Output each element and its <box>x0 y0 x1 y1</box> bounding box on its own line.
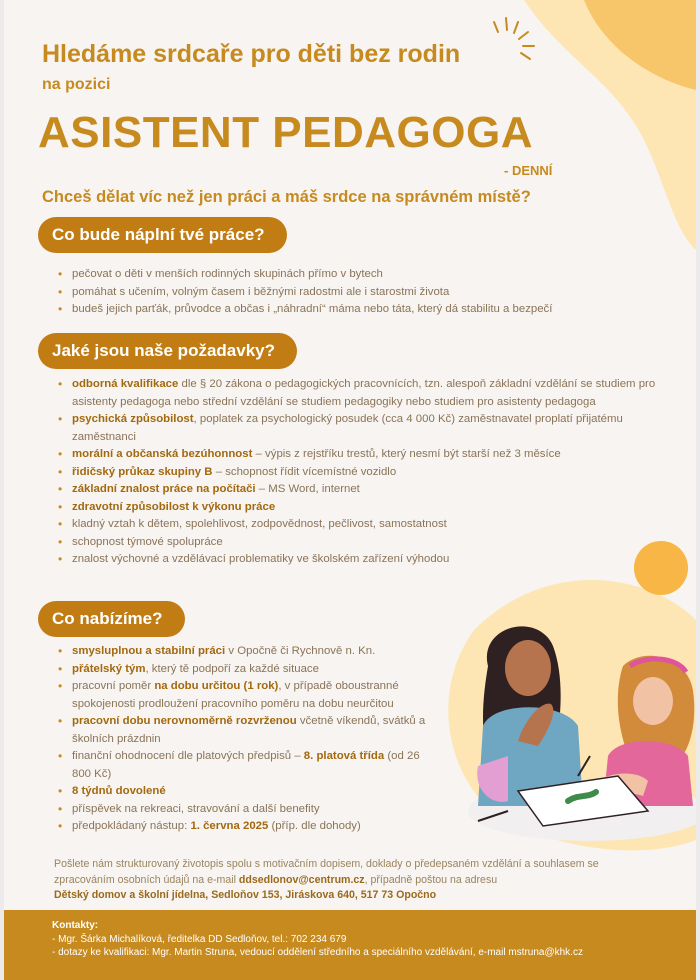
offer-bold: pracovní dobu nerovnoměrně rozvrženou <box>72 715 297 727</box>
offer-text: předpokládaný nástup: <box>72 820 191 832</box>
requirements-heading: Jaké jsou naše požadavky? <box>38 333 297 369</box>
duty-item <box>54 266 674 284</box>
offer-heading: Co nabízíme? <box>38 601 185 637</box>
duties-heading: Co bude náplní tvé práce? <box>38 217 287 253</box>
requirement-item <box>54 499 666 517</box>
requirement-bold: zdravotní způsobilost k výkonu práce <box>72 500 276 513</box>
offer-text: , který tě podpoří za každé situace <box>145 662 319 675</box>
application-email[interactable]: ddsedlonov@centrum.cz <box>238 873 365 886</box>
headline: Hledáme srdcaře pro děti bez rodin <box>42 40 461 68</box>
requirement-item <box>54 446 666 464</box>
offer-bold: 8 týdnů dovolené <box>72 785 166 797</box>
requirement-item <box>54 376 666 411</box>
requirement-text: znalost výchovné a vzdělávací problematiky ve školském zařízení výhodou <box>72 553 450 565</box>
offer-bold: 1. června 2025 <box>190 820 269 832</box>
offer-item <box>54 818 432 836</box>
offer-text: pracovní poměr <box>72 680 155 692</box>
offer-text: (příp. dle dohody) <box>268 820 361 832</box>
woman-helping-girl-illustration <box>448 606 696 846</box>
requirement-text: schopnost týmové spolupráce <box>72 535 223 548</box>
requirement-text: – schopnost řídit vícemístné vozidlo <box>212 465 397 478</box>
requirement-bold: morální a občanská bezúhonnost <box>72 448 253 460</box>
poster <box>4 0 696 980</box>
duty-text: pečovat o děti v menších rodinných skupinách přímo v bytech <box>72 268 383 280</box>
application-instructions <box>54 857 654 904</box>
offer-bold: přátelský tým <box>72 662 146 675</box>
offer-item <box>54 713 432 748</box>
requirement-bold: základní znalost práce na počítači <box>72 483 256 495</box>
duties-list <box>54 266 674 319</box>
requirement-text: – MS Word, internet <box>255 483 360 495</box>
duty-item <box>54 301 674 319</box>
requirement-text: , poplatek za psychologický posudek (cca 4 000 Kč) zaměstnavatel proplatí přijatému zaměstnanci <box>72 413 623 443</box>
offer-item <box>54 748 432 783</box>
offer-item <box>54 643 432 661</box>
requirement-bold: odborná kvalifikace <box>72 378 179 390</box>
application-text: Pošlete nám strukturovaný životopis spolu s motivačním dopisem, doklady o předepsaném vzdělání a souhlasem se zpracováním osobních údajů na e-mail <box>54 858 599 886</box>
requirement-item <box>54 516 666 534</box>
offer-item <box>54 801 432 819</box>
offer-text: (od 26 800 Kč) <box>72 750 420 780</box>
application-text-2: , případně poštou na adresu <box>364 873 498 886</box>
headline-sub: na pozici <box>42 76 111 93</box>
requirements-list <box>54 376 666 569</box>
offer-text: včetně víkendů, svátků a školních prázdnin <box>72 715 426 745</box>
lead-question: Chceš dělat víc než jen práci a máš srdce na správném místě? <box>42 188 531 206</box>
requirement-bold: psychická způsobilost <box>72 413 194 425</box>
requirement-text: dle § 20 zákona o pedagogických pracovnících, tzn. alespoň základní vzdělání se studiem pro asistenty pedagoga nebo střední vzdělání se studiem pedagogiky nebo studiem pro asistenty pedagoga <box>72 378 656 408</box>
offer-text: , v případě oboustranné spokojenosti prodloužení pracovního poměru na dobu neurčitou <box>72 680 399 710</box>
offer-list <box>54 643 432 836</box>
duty-text: budeš jejich parťák, průvodce a občas i „náhradní“ máma nebo táta, který dá stabilitu a bezpečí <box>72 303 553 315</box>
requirement-item <box>54 534 666 552</box>
offer-item <box>54 678 432 713</box>
contact-line-1: - Mgr. Šárka Michalíková, ředitelka DD Sedloňov, tel.: 702 234 679 <box>52 933 347 945</box>
offer-text: finanční ohodnocení dle platových předpisů – <box>72 750 304 762</box>
requirement-text: kladný vztah k dětem, spolehlivost, zodpovědnost, pečlivost, samostatnost <box>72 518 447 530</box>
contacts-footer <box>4 910 696 980</box>
offer-bold: 8. platová třída <box>303 750 385 762</box>
requirement-text: – výpis z rejstříku trestů, který nesmí být starší než 3 měsíce <box>252 448 561 460</box>
contact-line-2: - dotazy ke kvalifikaci: Mgr. Martin Struna, vedoucí oddělení středního a speciálního vzdělávání, e-mail mstruna@khk.cz <box>52 947 583 958</box>
offer-bold: na dobu určitou (1 rok) <box>154 680 279 692</box>
offer-item <box>54 783 432 801</box>
requirement-item <box>54 464 666 482</box>
application-address: Dětský domov a školní jídelna, Sedloňov 153, Jiráskova 640, 517 73 Opočno <box>54 889 437 901</box>
position-type: - DENNÍ <box>504 163 553 178</box>
offer-text: v Opočně či Rychnově n. Kn. <box>225 645 376 657</box>
offer-item <box>54 661 432 679</box>
requirement-bold: řidičský průkaz skupiny B <box>72 465 213 478</box>
requirement-item <box>54 481 666 499</box>
contacts-heading: Kontakty: <box>52 920 99 931</box>
offer-text: příspěvek na rekreaci, stravování a další benefity <box>72 802 320 815</box>
sparkle-icon <box>482 14 542 74</box>
requirement-item <box>54 411 666 446</box>
duty-item <box>54 284 674 302</box>
duty-text: pomáhat s učením, volným časem i běžnými radostmi ale i starostmi života <box>72 285 450 298</box>
position-title: ASISTENT PEDAGOGA <box>38 108 533 157</box>
offer-bold: smysluplnou a stabilní práci <box>72 645 226 657</box>
requirement-item <box>54 551 666 569</box>
